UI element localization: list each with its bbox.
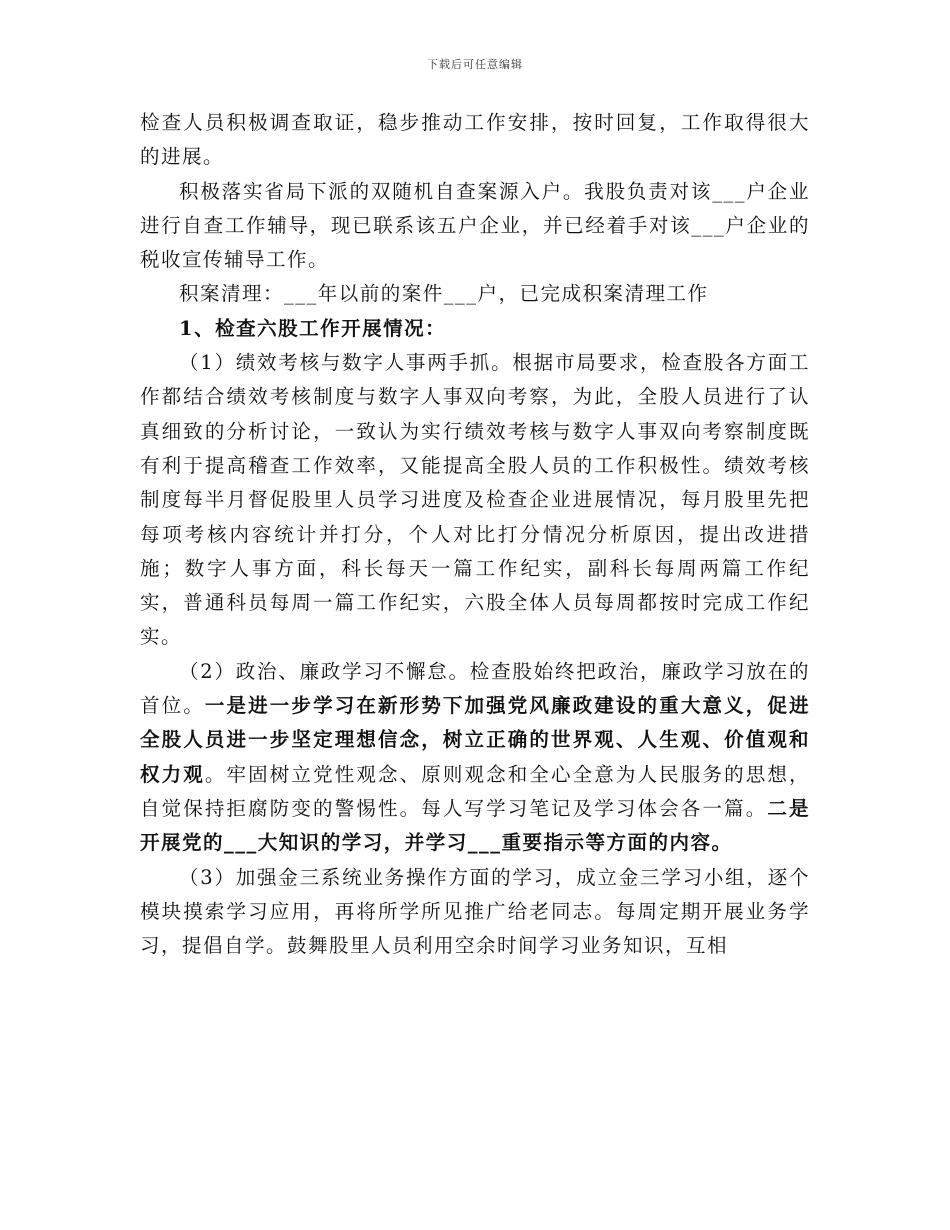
document-body: [140, 106, 810, 963]
page-header: 下载后可任意编辑: [427, 58, 523, 71]
text-run-bold: 二是开展党的___大知识的学习，并学习___重要指示等方面的内容。: [140, 796, 810, 855]
text-run: 。牢固树立党性观念、原则观念和全心全意为人民服务的思想，自觉保持拒腐防变的警惕性。每人写学习笔记及学习体会各一篇。: [140, 762, 810, 820]
paragraph-political-study: [140, 655, 810, 861]
text-run: （2）政治、廉政学习不懈怠。检查股始终把政治，廉政学习放在的首位。: [140, 659, 810, 718]
paragraph-performance: （1）绩效考核与数字人事两手抓。根据市局要求，检查股各方面工作都结合绩效考核制度与数字人事双向考察，为此，全股人员进行了认真细致的分析讨论，一致认为实行绩效考核与数字人事双向考察制度既有利于提高稽查工作效率，又能提高全股人员的工作积极性。绩效考核制度每半月督促股里人员学习进度及检查企业进展情况，每月股里先把每项考核内容统计并打分，个人对比打分情况分析原因，提出改进措施；数字人事方面，科长每天一篇工作纪实，副科长每周两篇工作纪实，普通科员每周一篇工作纪实，六股全体人员每周都按时完成工作纪实。: [140, 351, 810, 649]
paragraph-self-check: 积极落实省局下派的双随机自查案源入户。我股负责对该___户企业进行自查工作辅导，现已联系该五户企业，并已经着手对该___户企业的税收宣传辅导工作。: [140, 179, 810, 272]
paragraph-backlog: 积案清理：___年以前的案件___户，已完成积案清理工作: [179, 282, 709, 306]
text-run-bold: 一是进一步学习在新形势下加强党风廉政建设的重大意义，促进全股人员进一步坚定理想信念，树立正确的世界观、人生观、价值观和权力观: [140, 694, 810, 786]
paragraph-system-study: （3）加强金三系统业务操作方面的学习，成立金三学习小组，逐个模块摸索学习应用，再将所学所见推广给老同志。每周定期开展业务学习，提倡自学。鼓舞股里人员利用空余时间学习业务知识，互相: [140, 865, 810, 958]
section-heading: 1、检查六股工作开展情况：: [179, 316, 447, 340]
paragraph-progress: 检查人员积极调查取证，稳步推动工作安排，按时回复，工作取得很大的进展。: [140, 111, 810, 169]
